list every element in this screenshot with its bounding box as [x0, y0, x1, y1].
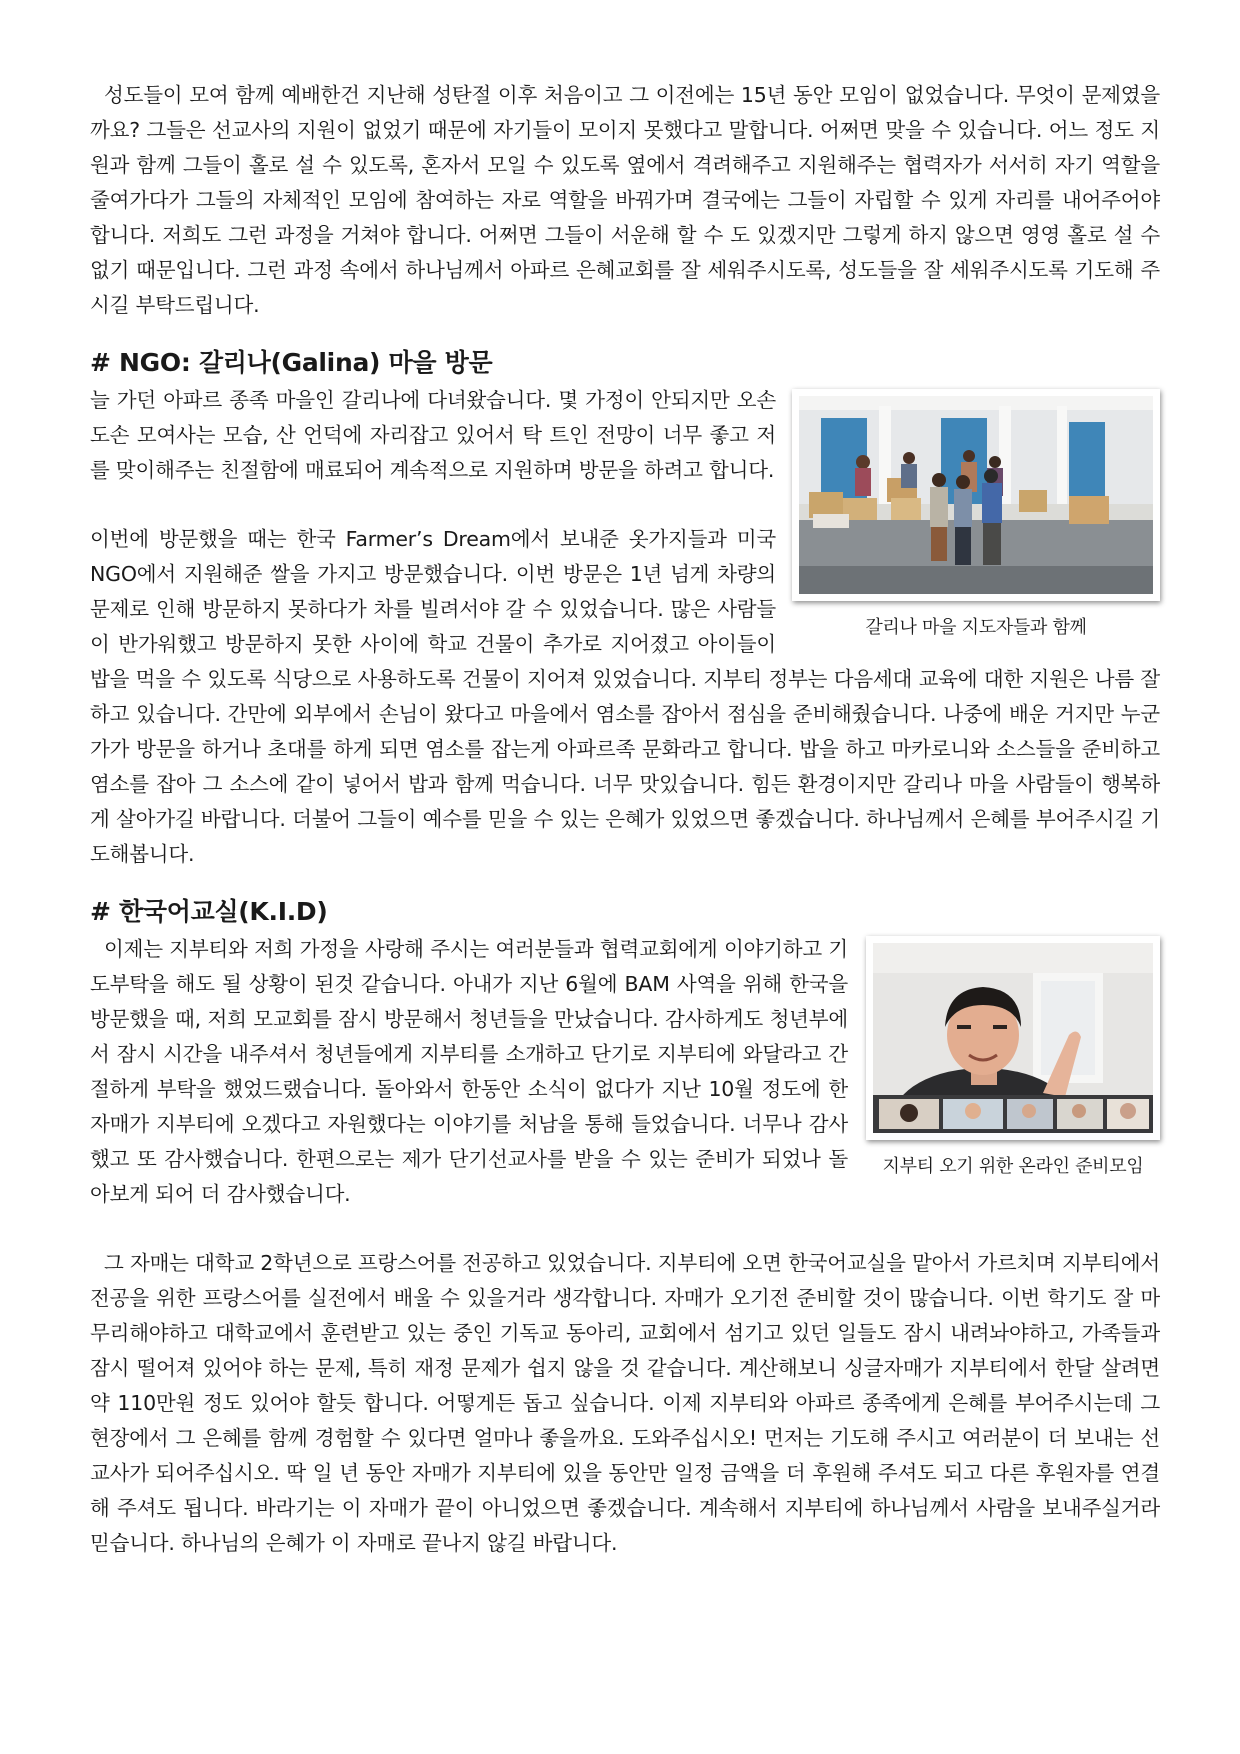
online-meeting-frame [866, 936, 1160, 1140]
ngo-paragraph-2: 이번에 방문했을 때는 한국 Farmer’s Dream에서 보내준 옷가지들과 미국 NGO에서 지원해준 쌀을 가지고 방문했습니다. 이번 방문은 1년 넘게 차량의 문제로 인해 방문하지 못하다가 차를 빌려서야 갈 수 있었습니다. 많은 사람들이 반가워했고 방문하지 못한 사이에 학교 건물이 추가로 지어졌고 아이들이 밥을 먹을 수 있도록 식당으로 사용하도록 건물이 지어져 있었습니다. 지부티 정부는 다음세대 교육에 대한 지원은 나름 잘 하고 있습니다. 간만에 외부에서 손님이 왔다고 마을에서 염소를 잡아서 점심을 준비해줬습니다. 나중에 배운 거지만 누군가가 방문을 하거나 초대를 하게 되면 염소를 잡는게 아파르족 문화라고 합니다. 밥을 하고 마카로니와 소스들을 준비하고 염소를 잡아 그 소스에 같이 넣어서 밥과 함께 먹습니다. 너무 맛있습니다. 힘든 환경이지만 갈리나 마을 사람들이 행복하게 살아가길 바랍니다. 더불어 그들이 예수를 믿을 수 있는 은혜가 있었으면 좋겠습니다. 하나님께서 은혜를 부어주시길 기도해봅니다. [90, 527, 1160, 866]
kid-section-heading: # 한국어교실(K.I.D) [90, 897, 328, 926]
kid-paragraph-1: 이제는 지부티와 저희 가정을 사랑해 주시는 여러분들과 협력교회에게 이야기하고 기도부탁을 해도 될 상황이 된것 같습니다. 아내가 지난 6월에 BAM 사역을 위해 한국을 방문했을 때, 저희 모교회를 잠시 방문해서 청년들을 만났습니다. 감사하게도 청년부에서 잠시 시간을 내주셔서 청년들에게 지부티를 소개하고 단기로 지부티에 와달라고 간절하게 부탁을 했었드랬습니다. 돌아와서 한동안 소식이 없다가 지난 10월 정도에 한 자매가 지부티에 오겠다고 자원했다는 이야기를 처남을 통해 들었습니다. 너무나 감사했고 또 감사했습니다. 한편으로는 제가 단기선교사를 받을 수 있는 준비가 되었나 돌아보게 되어 더 감사했습니다. [90, 937, 848, 1206]
intro-paragraph: 성도들이 모여 함께 예배한건 지난해 성탄절 이후 처음이고 그 이전에는 15년 동안 모임이 없었습니다. 무엇이 문제였을까요? 그들은 선교사의 지원이 없었기 때문에 자기들이 모이지 못했다고 말합니다. 어쩌면 맞을 수 있습니다. 어느 정도 지원과 함께 그들이 홀로 설 수 있도록, 혼자서 모일 수 있도록 옆에서 격려해주고 지원해주는 협력자가 서서히 자기 역할을 줄여가다가 그들의 자체적인 모임에 참여하는 자로 역할을 바꿔가며 결국에는 그들이 자립할 수 있게 자리를 내어주어야 합니다. 저희도 그런 과정을 거쳐야 합니다. 어쩌면 그들이 서운해 할 수 도 있겠지만 그렇게 하지 않으면 영영 홀로 설 수 없기 때문입니다. 그런 과정 속에서 하나님께서 아파르 은혜교회를 잘 세워주시도록, 성도들을 잘 세워주시도록 기도해 주시길 부탁드립니다. [90, 83, 1160, 317]
kid-paragraph-2: 그 자매는 대학교 2학년으로 프랑스어를 전공하고 있었습니다. 지부티에 오면 한국어교실을 맡아서 가르치며 지부티에서 전공을 위한 프랑스어를 실전에서 배울 수 있을거라 생각합니다. 자매가 오기전 준비할 것이 많습니다. 이번 학기도 잘 마무리해야하고 대학교에서 훈련받고 있는 중인 기독교 동아리, 교회에서 섬기고 있던 일들도 잠시 내려놔야하고, 가족들과 잠시 떨어져 있어야 하는 문제, 특히 재정 문제가 쉽지 않을 것 같습니다. 계산해보니 싱글자매가 지부티에서 한달 살려면 약 110만원 정도 있어야 할듯 합니다. 어떻게든 돕고 싶습니다. 이제 지부티와 아파르 종족에게 은혜를 부어주시는데 그 현장에서 그 은혜를 함께 경험할 수 있다면 얼마나 좋을까요. 도와주십시오! 먼저는 기도해 주시고 여러분이 더 보내는 선교사가 되어주십시오. 딱 일 년 동안 자매가 지부티에 있을 동안만 일정 금액을 더 후원해 주셔도 되고 다른 후원자를 연결해 주셔도 됩니다. 바라기는 이 자매가 끝이 아니었으면 좋겠습니다. 계속해서 지부티에 하나님께서 사람을 보내주실거라 믿습니다. 하나님의 은혜가 이 자매로 끝나지 않길 바랍니다. [90, 1251, 1160, 1555]
galina-photo-frame [792, 389, 1160, 601]
galina-photo-caption: 갈리나 마을 지도자들과 함께 [865, 617, 1087, 638]
ngo-paragraph-1: 늘 가던 아파르 종족 마을인 갈리나에 다녀왔습니다. 몇 가정이 안되지만 오손도손 모여사는 모습, 산 언덕에 자리잡고 있어서 탁 트인 전망이 너무 좋고 저를 맞이해주는 친절함에 매료되어 계속적으로 지원하며 방문을 하려고 합니다. [90, 388, 776, 482]
online-meeting-caption: 지부티 오기 위한 온라인 준비모임 [882, 1156, 1144, 1177]
galina-village-photo [799, 396, 1153, 594]
online-meeting-photo [873, 943, 1153, 1133]
ngo-section-heading: # NGO: 갈리나(Galina) 마을 방문 [90, 348, 493, 377]
newsletter-page [90, 78, 1160, 1561]
galina-photo-figure [792, 389, 1160, 641]
online-meeting-figure [866, 936, 1160, 1180]
